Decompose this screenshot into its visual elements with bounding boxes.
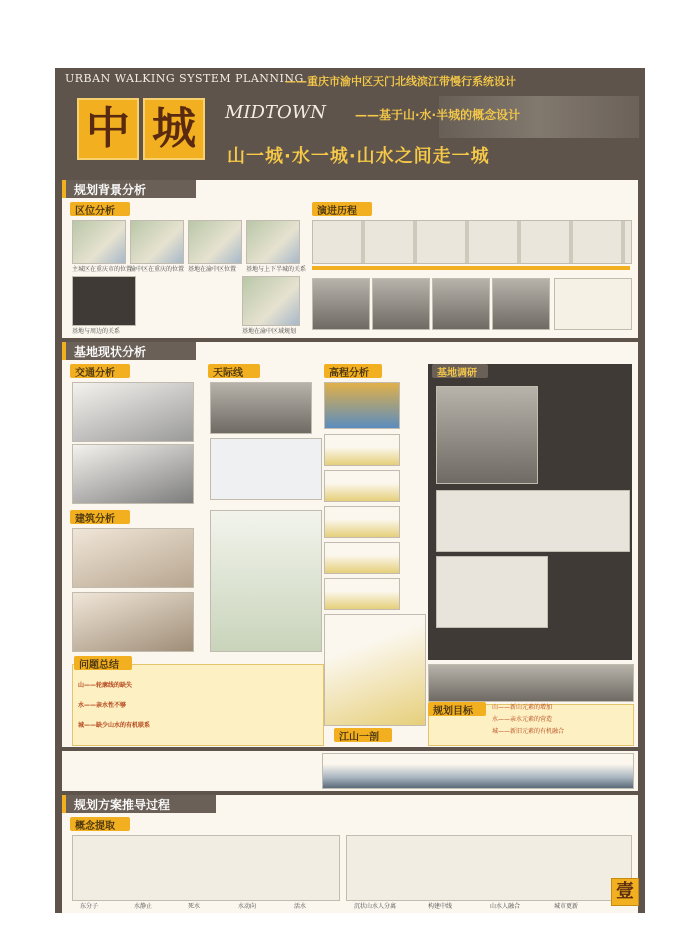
section-cut-panel [62, 751, 638, 791]
survey-bar-charts [436, 490, 630, 552]
tab-skyline [208, 364, 260, 378]
title-char-2: 城 [143, 98, 205, 160]
tab-traffic-label: 交通分析 [75, 368, 115, 379]
section-profile-dd [324, 542, 400, 574]
location-map-4 [246, 220, 300, 264]
problem-city: 城——缺少山水的有机联系 [78, 722, 151, 729]
river-section-drawing [322, 753, 634, 789]
concept-caption-1: 东分子 [80, 903, 99, 910]
location-map-3 [188, 220, 242, 264]
tab-section-cut [334, 728, 392, 742]
tab-location [70, 202, 130, 216]
location-caption-2: 渝中区在重庆的位置 [130, 266, 185, 273]
section-profile-cc [324, 506, 400, 538]
location-map-2 [130, 220, 184, 264]
building-map-1 [72, 528, 194, 588]
section-profile-aa [324, 434, 400, 466]
section-background [62, 180, 196, 198]
tab-evolution-label: 演进历程 [317, 206, 357, 217]
tab-building-label: 建筑分析 [75, 514, 115, 525]
concept-diagrams-left [72, 835, 340, 901]
tab-concept-label: 概念提取 [75, 821, 115, 832]
concept-caption-5: 活水 [294, 903, 307, 910]
evolution-sketches [312, 220, 632, 264]
elevation-heatmap [324, 382, 400, 429]
concept-caption-2: 水静止 [134, 903, 153, 910]
tab-evolution [312, 202, 372, 216]
tab-section-cut-label: 江山一剖 [339, 732, 379, 743]
history-photo-4 [492, 278, 550, 330]
tab-elevation [324, 364, 382, 378]
tab-problems-label: 问题总结 [79, 660, 119, 671]
goal-water: 水——亲水元素的营造 [492, 716, 553, 723]
site-status-panel [62, 342, 638, 747]
section-derivation-label: 规划方案推导过程 [74, 798, 171, 812]
concept-caption-7: 构建中线 [428, 903, 453, 910]
skyline-diagram [210, 438, 322, 500]
concept-caption-4: 水动向 [238, 903, 257, 910]
tab-location-label: 区位分析 [75, 206, 115, 217]
section-profile-bb [324, 470, 400, 502]
tab-survey-label: 基地调研 [437, 368, 477, 379]
section-profile-ee [324, 578, 400, 610]
slogan: 山一城·水一城·山水之间走一城 [227, 146, 490, 167]
tab-traffic [70, 364, 130, 378]
district-plan-map [242, 276, 300, 326]
concept-caption-8: 山水人融合 [490, 903, 521, 910]
terrain-section-diagram [324, 614, 426, 726]
poster-board [55, 68, 645, 913]
tab-goals-label: 规划目标 [433, 706, 473, 717]
section-site-status [62, 342, 196, 360]
tab-elevation-label: 高程分析 [329, 368, 369, 379]
traffic-map-2 [72, 444, 194, 504]
section-background-label: 规划背景分析 [74, 183, 147, 197]
tab-problems [74, 656, 132, 670]
location-caption-4: 基地与上下半城的关系 [246, 266, 307, 273]
concept-caption-3: 死水 [188, 903, 201, 910]
history-photo-3 [432, 278, 490, 330]
background-panel [62, 180, 638, 338]
tab-survey [432, 364, 488, 378]
location-caption-1: 主城区在重庆市的位置 [72, 266, 133, 273]
site-photos-strip [428, 664, 634, 702]
evolution-text-block [554, 278, 632, 330]
page-stamp: 壹 [611, 878, 639, 906]
poster-header [55, 68, 645, 180]
tab-goals [428, 702, 486, 716]
problem-water: 水——亲水性不够 [78, 702, 127, 709]
section-site-status-label: 基地现状分析 [74, 345, 147, 359]
skyline-photo [210, 382, 312, 434]
chinese-title: ——重庆市渝中区天门北线滨江带慢行系统设计 [285, 75, 516, 88]
concept-diagrams-right [346, 835, 632, 901]
site-context-map [72, 276, 136, 326]
english-title: URBAN WALKING SYSTEM PLANNING [65, 72, 304, 85]
concept-subtitle: ——基于山·水·半城的概念设计 [355, 108, 521, 122]
survey-line-chart [436, 556, 548, 628]
tab-concept [70, 817, 130, 831]
history-photo-2 [372, 278, 430, 330]
survey-photo-grid [436, 386, 538, 484]
building-map-2 [72, 592, 194, 652]
title-char-1: 中 [77, 98, 139, 160]
midtown-label: MIDTOWN [225, 102, 326, 123]
location-caption-6: 基地在渝中区域规划 [242, 328, 297, 335]
traffic-map-1 [72, 382, 194, 442]
goal-city: 城——新旧元素的有机融合 [492, 728, 565, 735]
history-photo-1 [312, 278, 370, 330]
problem-mountain: 山——轮廓线的缺失 [78, 682, 133, 689]
location-caption-5: 基地与周边的关系 [72, 328, 121, 335]
tab-skyline-label: 天际线 [213, 368, 243, 379]
section-derivation [62, 795, 216, 813]
concept-caption-6: 沉状山水人分离 [354, 903, 397, 910]
location-map-1 [72, 220, 126, 264]
concept-caption-9: 城市更新 [554, 903, 579, 910]
evolution-timeline [312, 266, 630, 270]
location-caption-3: 基地在渝中区位置 [188, 266, 237, 273]
building-3d-model [210, 510, 322, 652]
tab-building [70, 510, 130, 524]
derivation-panel [62, 795, 638, 913]
goal-mountain: 山——新山元素的增加 [492, 704, 553, 711]
